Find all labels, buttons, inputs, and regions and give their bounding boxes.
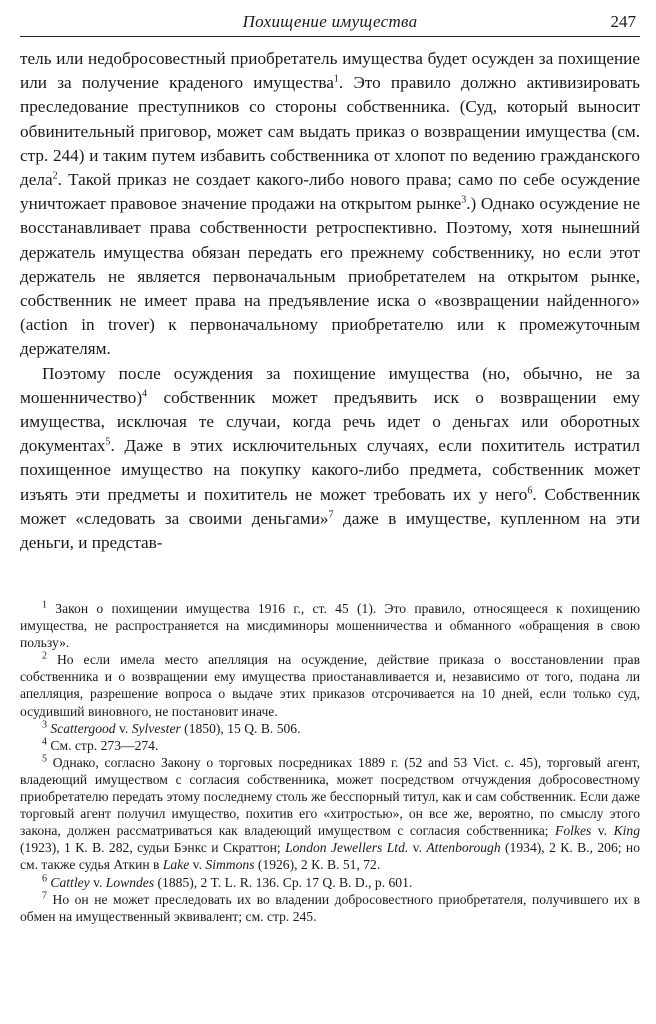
case-name: Lake [162,857,190,873]
footnote-ref-7: 7 [328,509,334,521]
footnote-ref-4: 4 [142,388,148,400]
case-name: Attenborough [426,840,501,856]
text-span: . Это правило должно активизировать преследование преступников со стороны собственника. (Суд, который выносит обвинительный приговор, может сам выдать приказ о возвращении имущества (см. стр. 244) и таким путем избавить собственника от хлопот по ведению гражданского дела [20,73,640,190]
case-name: Scattergood [50,720,116,736]
footnote-number: 7 [42,890,47,902]
case-name: Sylvester [131,720,181,736]
footnote-ref-6: 6 [527,484,533,496]
footnote-text: Однако, согласно Закону о торговых посредниках 1889 г. (52 and 53 Vict. c. 45), торговый агент, владеющий имуществом с согласия собственника, может посредством отчуждения добросовестному приобретателю передать этому последнему столь же бесспорный титул, как и сам собственник. Если даже торговый агент получил имущество, похитив его «хитростью», он все же, вероятно, по смыслу этого закона, должен рассматриваться как владеющий имуществом с согласия собственника; [20,754,640,839]
versus: v. [591,823,614,839]
footnote-number: 2 [42,650,47,662]
footnote-ref-2: 2 [52,170,58,182]
footnote-number: 4 [42,736,47,748]
footnote-5 [20,754,640,874]
citation: (1885), 2 T. L. R. 136. Ср. 17 Q. B. D., p. 601. [154,874,413,890]
text-span: . Собственник может «следовать за своими деньгами» [20,484,640,528]
footnote-number: 6 [42,872,47,884]
footnote-text: (1926), 2 К. В. 51, 72. [254,857,381,873]
footnote-number: 5 [42,753,47,765]
text-span: . Такой приказ не создает какого-либо нового права; само по себе осуждение уничтожает правовое значение продажи на открытом рынке [20,170,640,214]
footnote-ref-1: 1 [333,73,339,85]
text-span: Поэтому после осуждения за похищение имущества (но, обычно, не за мошенничество) [20,363,640,407]
footnote-7 [20,891,640,925]
footnote-number: 3 [42,719,47,731]
case-name: Folkes [555,823,592,839]
text-span: . Даже в этих исключительных случаях, если похититель истратил похищенное имущество на покупку какого-либо предмета, собственник может изъять эти предметы и похититель не может требовать их у него [20,436,640,504]
paragraph-1 [20,47,640,362]
footnote-text: (1923), 1 К. В. 282, судьи Бэнкс и Скраттон; [20,840,286,856]
footnotes [20,600,640,925]
footnote-number: 1 [42,599,47,611]
footnote-ref-3: 3 [461,194,467,206]
footnote-text: См. стр. 273—274. [47,737,159,753]
main-text [20,47,640,555]
footnote-3 [20,720,640,737]
running-title: Похищение имущества [242,12,418,31]
footnote-1 [20,600,640,651]
case-name: Simmons [205,857,255,873]
versus: v. [189,857,206,873]
footnote-text: Но если имела место апелляция на осуждение, действие приказа о восстановлении прав собственника и о возвращении ему имущества приостанавливается и, независимо от того, подана ли апелляция, разрешение вопроса о выдаче этих приказов отсрочивается на 10 дней, если только суд, осудивший виновного, не постановит иначе. [20,652,640,719]
book-page [20,10,640,924]
footnote-6 [20,874,640,891]
footnote-text: Но он не может преследовать их во владении добросовестного приобретателя, получившего их в обмен на имущественный эквивалент; см. стр. 245. [20,891,640,924]
versus: v. [115,720,132,736]
versus: v. [408,840,427,856]
citation: (1850), 15 Q. B. 506. [180,720,301,736]
case-name: Lowndes [105,874,155,890]
text-span: даже в имуществе, купленном на эти деньги, и представ- [20,508,640,553]
paragraph-2 [20,362,640,556]
text-span: тель или недобросовестный приобретатель имущества будет осужден за похищение или за получение краденого имущества [20,49,640,93]
page-number: 247 [610,12,636,31]
text-span: .) Однако осуждение не восстанавливает права собственности ретроспективно. Поэтому, хотя нынешний держатель имущества обязан передать его прежнему собственнику, но если этот держатель не является первоначальным приобретателем на открытом рынке, собственник не имеет права на предъявление иска о «возвращении найденного» (action in trover) к первоначальному приобретателю или к промежуточным держателям. [20,194,640,359]
case-name: Cattley [50,874,90,890]
footnote-text: (1934), 2 К. В., 206; но см. также судья Аткин в [20,840,640,873]
footnote-text: Закон о похищении имущества 1916 г., ст. 45 (1). Это правило, относящееся к похищению имущества, не распространяется на мисдиминоры мошенничества и обманного «обращения в свою пользу». [20,601,640,651]
footnote-ref-5: 5 [105,436,111,448]
versus: v. [89,874,106,890]
footnote-2 [20,651,640,719]
text-span: собственник может предъявить иск о возвращении ему имущества, исключая те случаи, когда речь идет о деньгах или оборотных документах [20,387,640,456]
case-name: London Jewellers Ltd. [285,840,409,856]
case-name: King [613,823,640,839]
page-header [20,10,640,37]
footnote-4 [20,737,640,754]
